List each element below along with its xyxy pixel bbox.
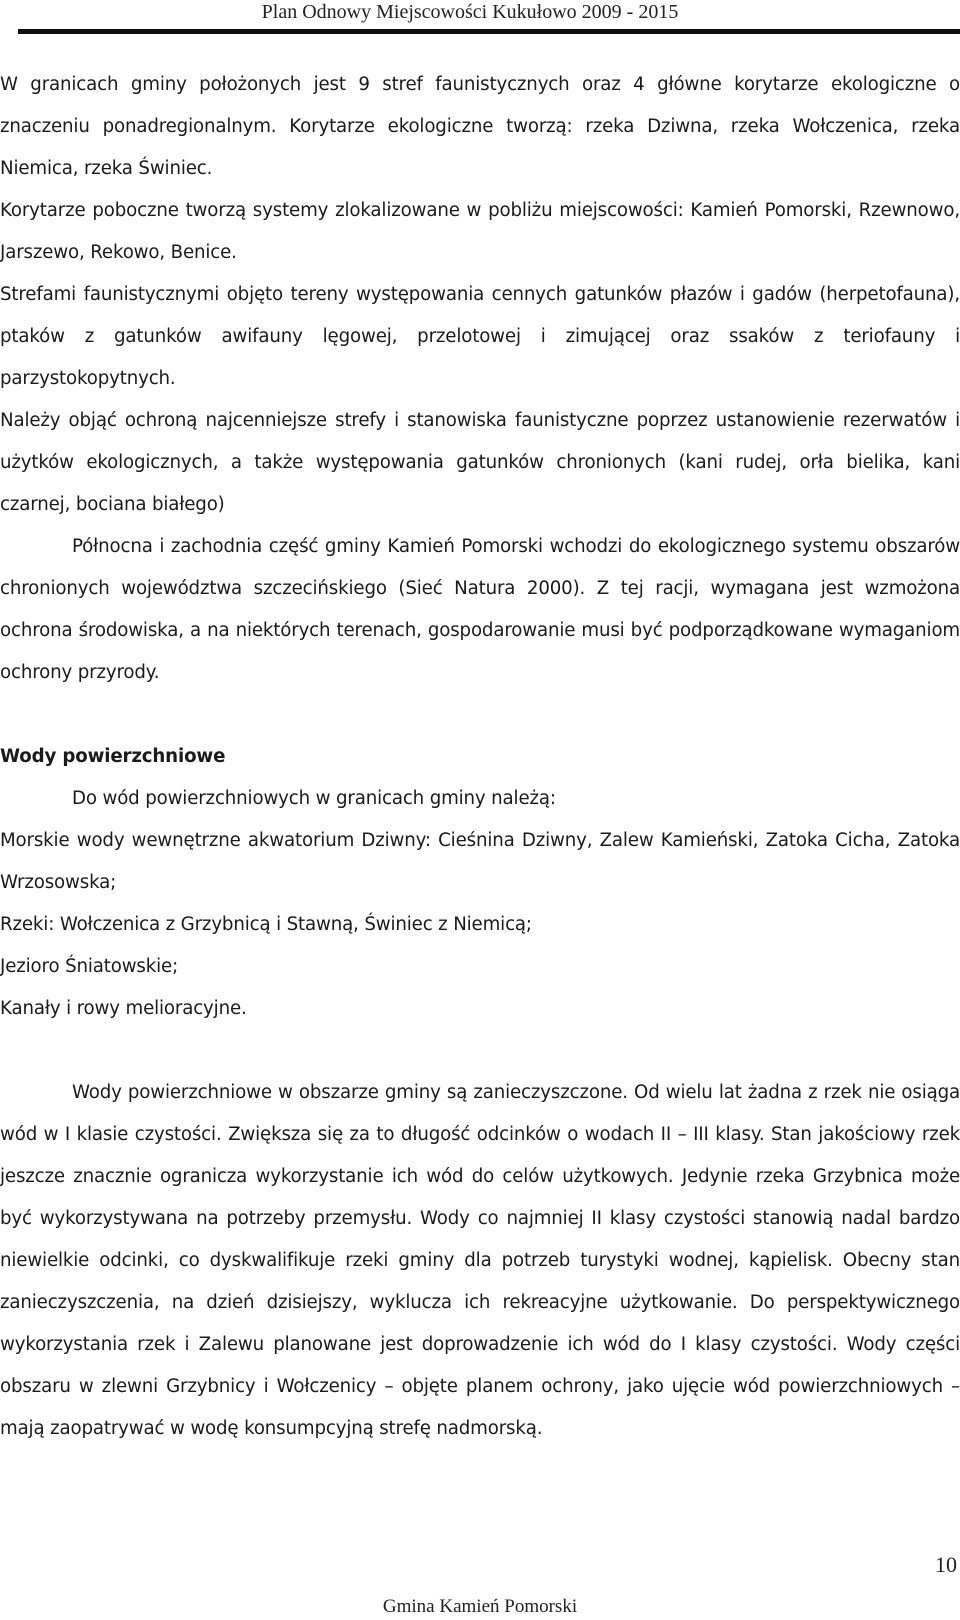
document-body bbox=[0, 64, 960, 1450]
page-header bbox=[0, 0, 960, 40]
paragraph-natura-2000: Północna i zachodnia część gminy Kamień Pomorski wchodzi do ekologicznego systemu obszarów chronionych województwa szczecińskiego (Sieć Natura 2000). Z tej racji, wymagana jest wzmożona ochrona środowiska, a na niektórych terenach, gospodarowanie musi być podporządkowane wymaganiom ochrony przyrody. bbox=[0, 536, 960, 683]
spacer bbox=[0, 694, 960, 736]
list-item: Kanały i rowy melioracyjne. bbox=[0, 998, 247, 1019]
header-title: Plan Odnowy Miejscowości Kukułowo 2009 - 2015 bbox=[261, 1, 679, 23]
page-footer: Gmina Kamień Pomorski bbox=[382, 1596, 578, 1617]
list-intro: Do wód powierzchniowych w granicach gminy należą: bbox=[72, 788, 556, 809]
paragraph-fauna-scope: Strefami faunistycznymi objęto tereny występowania cennych gatunków płazów i gadów (herpetofauna), ptaków z gatunków awifauny lęgowej, przelotowej i zimującej oraz ssaków z teriofauny i parzystokopytnych. bbox=[0, 284, 960, 389]
list-item: Jezioro Śniatowskie; bbox=[0, 956, 179, 977]
page-number: 10 bbox=[935, 1552, 957, 1577]
spacer bbox=[0, 1030, 960, 1072]
section-heading: Wody powierzchniowe bbox=[0, 746, 226, 767]
paragraph-water-pollution: Wody powierzchniowe w obszarze gminy są zanieczyszczone. Od wielu lat żadna z rzek nie osiąga wód w I klasie czystości. Zwiększa się za to długość odcinków o wodach II – III klasy. Stan jakościowy rzek jeszcze znacznie ogranicza wykorzystanie ich wód do celów użytkowych. Jedynie rzeka Grzybnica może być wykorzystywana na potrzeby przemysłu. Wody co najmniej II klasy czystości stanowią nadal bardzo niewielkie odcinki, co dyskwalifikuje rzeki gminy dla potrzeb turystyki wodnej, kąpielisk. Obecny stan zanieczyszczenia, na dzień dzisiejszy, wyklucza ich rekreacyjne użytkowanie. Do perspektywicznego wykorzystania rzek i Zalewu planowane jest doprowadzenie ich wód do I klasy czystości. Wody części obszaru w zlewni Grzybnicy i Wołczenicy – objęte planem ochrony, jako ujęcie wód powierzchniowych – mają zaopatrywać w wodę konsumpcyjną strefę nadmorską. bbox=[0, 1082, 960, 1439]
list-item: Morskie wody wewnętrzne akwatorium Dziwny: Cieśnina Dziwny, Zalew Kamieński, Zatoka Cicha, Zatoka Wrzosowska; bbox=[0, 830, 960, 893]
list-item: Rzeki: Wołczenica z Grzybnicą i Stawną, Świniec z Niemicą; bbox=[0, 914, 532, 935]
paragraph-fauna-zones: W granicach gminy położonych jest 9 stref faunistycznych oraz 4 główne korytarze ekologiczne o znaczeniu ponadregionalnym. Korytarze ekologiczne tworzą: rzeka Dziwna, rzeka Wołczenica, rzeka Niemica, rzeka Świniec. bbox=[0, 74, 960, 179]
paragraph-protection: Należy objąć ochroną najcenniejsze strefy i stanowiska faunistyczne poprzez ustanowienie rezerwatów i użytków ekologicznych, a także występowania gatunków chronionych (kani rudej, orła bielika, kani czarnej, bociana białego) bbox=[0, 410, 960, 515]
header-rule bbox=[18, 29, 960, 34]
paragraph-side-corridors: Korytarze poboczne tworzą systemy zlokalizowane w pobliżu miejscowości: Kamień Pomorski, Rzewnowo, Jarszewo, Rekowo, Benice. bbox=[0, 200, 960, 263]
